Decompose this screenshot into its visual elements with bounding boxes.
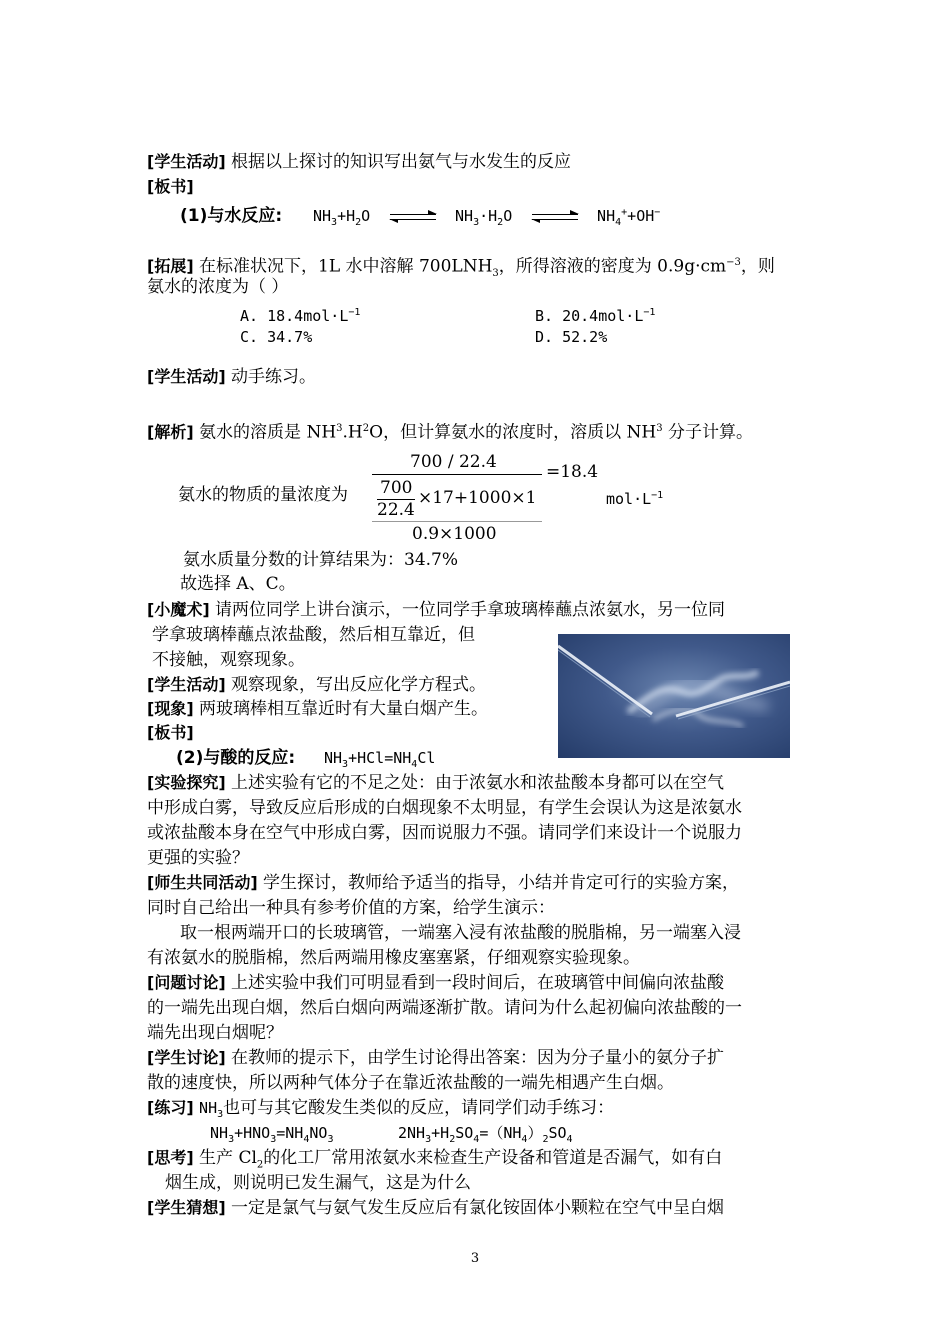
glass-rods-smoke-photo: [558, 634, 790, 758]
option-a: A. $18.4mol\cdot L^{-1}$: [240, 307, 361, 325]
question-line-1: [问题讨论] 上述实验中我们可明显看到一段时间后，在玻璃管中间偏向浓盐酸: [147, 973, 725, 993]
tag-student-activity: [学生活动]: [147, 675, 226, 694]
student-activity-line-2: [147, 366, 316, 388]
experiment-line-1: [实验探究] 上述实验有它的不足之处：由于浓氨水和浓盐酸本身都可以在空气: [147, 773, 725, 793]
magic-line-2: 学拿玻璃棒蘸点浓盐酸，然后相互靠近，但: [152, 625, 475, 645]
joint-activity-line-3: 取一根两端开口的长玻璃管，一端塞入浸有浓盐酸的脱脂棉，另一端塞入浸: [180, 923, 741, 943]
tag-joint-activity: [师生共同活动]: [147, 873, 258, 892]
tag-phenomenon: [现象]: [147, 699, 194, 718]
thinking-line-2: 烟生成，则说明已发生漏气，这是为什么: [165, 1173, 471, 1193]
analysis-line: [解析] 氨水的溶质是 $NH^3.H^2O$，但计算氨水的浓度时，溶质以 $NH^3$ 分子计算。: [147, 422, 753, 443]
fraction-bar-lower: [372, 521, 542, 522]
extension-line-1: [拓展] 在标准状况下，1L 水中溶解 $700LNH_3$，所得溶液的密度为 $0.9g\cdot cm^{-3}$，则: [147, 256, 775, 280]
joint-activity-line-4: 有浓氨水的脱脂棉，然后两端用橡皮塞塞紧，仔细观察实验现象。: [147, 948, 640, 968]
magic-line-1: [小魔术] 请两位同学上讲台演示，一位同学手拿玻璃棒蘸点浓氨水，另一位同: [147, 600, 726, 620]
joint-activity-line-1: [师生共同活动] 学生探讨，教师给予适当的指导，小结并肯定可行的实验方案，: [147, 873, 740, 893]
tag-board: [板书]: [147, 723, 194, 742]
phenomenon-line: [现象] 两玻璃棒相互靠近时有大量白烟产生。: [147, 699, 489, 719]
tag-guess: [学生猜想]: [147, 1198, 226, 1217]
experiment-line-3: 或浓盐酸本身在空气中形成白雾，因而说服力不强。请同学们来设计一个说服力: [147, 823, 742, 843]
student-activity-line-3: [学生活动] 观察现象，写出反应化学方程式。: [147, 675, 487, 695]
equation-term-2: $NH_3\cdot H_2O$: [455, 207, 513, 228]
mass-fraction-line: 氨水质量分数的计算结果为：34.7%: [183, 550, 459, 570]
tag-extension: [拓展]: [147, 256, 194, 276]
tag-thinking: [思考]: [147, 1148, 194, 1167]
experiment-line-4: 更强的实验？: [147, 848, 249, 868]
practice-equation-2: $2NH_3+H_2SO_4=(NH_4)_2SO_4$: [398, 1124, 573, 1145]
page-number: 3: [470, 1251, 480, 1266]
thinking-line-1: [思考] 生产 $Cl_2$的化工厂常用浓氨水来检查生产设备和管道是否漏气，如有白: [147, 1148, 723, 1171]
equation-label: (2)与酸的反应:: [176, 748, 296, 768]
extension-line-2: 氨水的浓度为（ ）: [147, 277, 289, 297]
inner-numerator: 700: [380, 478, 413, 498]
tag-practice: [练习]: [147, 1098, 194, 1117]
equation-term-3: $NH_4^++OH^-$: [597, 207, 661, 228]
discussion-line-1: [学生讨论] 在教师的提示下，由学生讨论得出答案：因为分子量小的氨分子扩: [147, 1048, 725, 1068]
formula-denominator: 0.9×1000: [412, 524, 497, 544]
formula-numerator: 700 / 22.4: [410, 452, 497, 472]
equation-label: (1)与水反应:: [180, 206, 283, 226]
equation-term-1: $NH_3+H_2O$: [312, 207, 371, 228]
formula-middle: ×17+1000×1: [418, 488, 537, 508]
paragraph-text: 动手练习。: [231, 367, 317, 387]
tag-discussion: [学生讨论]: [147, 1048, 226, 1067]
tag-analysis: [解析]: [147, 422, 194, 442]
fraction-bar: [372, 474, 542, 475]
board-heading-1: [147, 176, 194, 198]
formula-label: 氨水的物质的量浓度为: [178, 485, 348, 505]
reversible-arrow-icon: [532, 211, 578, 223]
question-line-2: 的一端先出现白烟，然后白烟向两端逐渐扩散。请问为什么起初偏向浓盐酸的一: [147, 998, 742, 1018]
inner-denominator: 22.4: [377, 500, 415, 520]
joint-activity-line-2: 同时自己给出一种具有参考价值的方案，给学生演示：: [147, 898, 555, 918]
tag-experiment: [实验探究]: [147, 773, 226, 792]
guess-line: [学生猜想] 一定是氯气与氨气发生反应后有氯化铵固体小颗粒在空气中呈白烟: [147, 1198, 725, 1218]
magic-line-3: 不接触，观察现象。: [152, 650, 305, 670]
equation-water-reaction: [180, 202, 660, 234]
paragraph-text: 在标准状况下，1L 水中溶解 700LNH: [199, 256, 493, 277]
board-heading-2: [147, 722, 194, 744]
tag-student-activity: [学生活动]: [147, 367, 226, 386]
discussion-line-2: 散的速度快，所以两种气体分子在靠近浓盐酸的一端先相遇产生白烟。: [147, 1073, 674, 1093]
experiment-line-2: 中形成白雾，导致反应后形成的白烟现象不太明显，有学生会误认为这是浓氨水: [147, 798, 742, 818]
equation-acid-reaction: (2)与酸的反应: $NH_3+HCl=NH_4Cl$: [176, 748, 436, 770]
reversible-arrow-icon: [390, 211, 436, 223]
tag-student-activity: [学生活动]: [147, 152, 226, 171]
formula-result: =18.4: [546, 462, 599, 482]
paragraph-text: 根据以上探讨的知识写出氨气与水发生的反应: [231, 152, 572, 172]
practice-equation-1: $NH_3+HNO_3=NH_4NO_3$: [210, 1124, 334, 1145]
question-line-3: 端先出现白烟呢？: [147, 1023, 283, 1043]
student-activity-line-1: [147, 151, 571, 173]
answer-line: 故选择 A、C。: [180, 574, 296, 594]
tag-magic: [小魔术]: [147, 600, 210, 619]
option-b: B. $20.4mol\cdot L^{-1}$: [535, 307, 656, 325]
smoke-illustration: [558, 634, 790, 758]
formula-unit: $mol\cdot L^{-1}$: [606, 490, 664, 508]
tag-board: [板书]: [147, 177, 194, 196]
practice-line: [练习] $NH_3$也可与其它酸发生类似的反应，请同学们动手练习：: [147, 1098, 615, 1120]
option-d: D. 52.2%: [535, 328, 608, 346]
tag-question: [问题讨论]: [147, 973, 226, 992]
option-c: C. 34.7%: [240, 328, 313, 346]
